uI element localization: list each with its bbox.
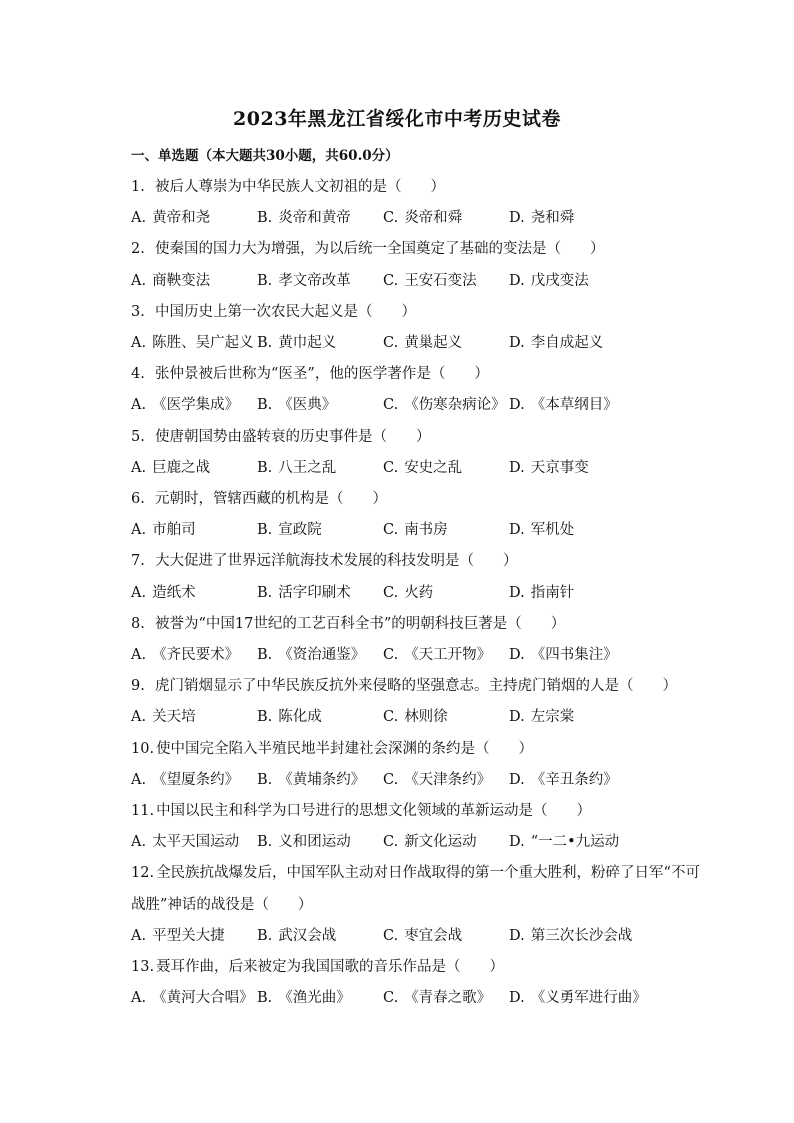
question-item bbox=[131, 671, 691, 733]
question-item bbox=[131, 796, 691, 858]
answer-option-a bbox=[131, 640, 257, 671]
answer-option-d bbox=[509, 390, 635, 421]
answer-option-a bbox=[131, 921, 257, 952]
question-stem bbox=[131, 172, 691, 203]
option-letter: C. bbox=[383, 522, 399, 539]
option-letter: B. bbox=[257, 927, 273, 944]
answer-option-d bbox=[509, 515, 635, 546]
answer-options bbox=[131, 827, 691, 858]
answer-option-d bbox=[509, 203, 635, 234]
question-item bbox=[131, 359, 691, 421]
option-text: 炎帝和舜 bbox=[404, 210, 463, 227]
question-text: 大大促进了世界远洋航海技术发展的科技发明是（ ） bbox=[155, 553, 518, 570]
option-text: 林则徐 bbox=[404, 709, 448, 726]
answer-option-a bbox=[131, 390, 257, 421]
answer-option-b bbox=[257, 453, 383, 484]
section-heading: 一、单选题（本大题共30小题，共60.0分） bbox=[131, 148, 399, 164]
option-letter: D. bbox=[509, 210, 525, 227]
option-text: 黄巢起义 bbox=[404, 335, 463, 352]
answer-options bbox=[131, 203, 691, 234]
question-text: 战胜”神话的战役是（ ） bbox=[131, 896, 313, 913]
option-letter: A. bbox=[131, 990, 147, 1007]
answer-option-b bbox=[257, 203, 383, 234]
question-item bbox=[131, 546, 691, 608]
option-text: 指南针 bbox=[530, 584, 575, 601]
answer-option-c bbox=[383, 453, 509, 484]
option-letter: D. bbox=[509, 522, 525, 539]
question-text: 张仲景被后世称为“医圣”，他的医学著作是（ ） bbox=[155, 366, 489, 383]
answer-option-a bbox=[131, 453, 257, 484]
option-text: 枣宜会战 bbox=[404, 927, 463, 944]
answer-option-d bbox=[509, 921, 635, 952]
question-item bbox=[131, 952, 691, 1014]
option-letter: B. bbox=[257, 709, 273, 726]
question-text: 虎门销烟显示了中华民族反抗外来侵略的坚强意志。主持虎门销烟的人是（ ） bbox=[155, 678, 677, 695]
option-text: 孝文帝改革 bbox=[278, 272, 351, 289]
answer-option-c bbox=[383, 765, 509, 796]
answer-option-b bbox=[257, 921, 383, 952]
question-stem bbox=[131, 234, 691, 265]
answer-option-d bbox=[509, 765, 635, 796]
answer-option-a bbox=[131, 266, 257, 297]
question-number: 4. bbox=[131, 366, 145, 383]
option-letter: B. bbox=[257, 210, 273, 227]
option-text: 炎帝和黄帝 bbox=[278, 210, 351, 227]
answer-option-b bbox=[257, 515, 383, 546]
option-letter: D. bbox=[509, 927, 525, 944]
option-text: 太平天国运动 bbox=[152, 834, 240, 851]
answer-option-c bbox=[383, 578, 509, 609]
answer-options bbox=[131, 921, 691, 952]
option-letter: D. bbox=[509, 459, 525, 476]
question-number: 9. bbox=[131, 678, 145, 695]
question-item bbox=[131, 734, 691, 796]
question-text: 使唐朝国势由盛转衰的历史事件是（ ） bbox=[155, 428, 431, 445]
answer-option-c bbox=[383, 921, 509, 952]
option-letter: D. bbox=[509, 709, 525, 726]
option-letter: A. bbox=[131, 709, 147, 726]
answer-options bbox=[131, 266, 691, 297]
answer-option-a bbox=[131, 328, 257, 359]
answer-option-c bbox=[383, 203, 509, 234]
question-number: 7. bbox=[131, 553, 145, 570]
option-text: 活字印刷术 bbox=[278, 584, 351, 601]
answer-option-c bbox=[383, 827, 509, 858]
question-stem bbox=[131, 858, 700, 889]
answer-option-a bbox=[131, 827, 257, 858]
option-text: 新文化运动 bbox=[404, 834, 477, 851]
option-text: 第三次长沙会战 bbox=[530, 927, 633, 944]
answer-options bbox=[131, 390, 691, 421]
option-text: 王安石变法 bbox=[404, 272, 477, 289]
question-number: 5. bbox=[131, 428, 145, 445]
answer-option-b bbox=[257, 640, 383, 671]
option-text: 《望厦条约》 bbox=[152, 771, 240, 788]
option-letter: C. bbox=[383, 647, 399, 664]
option-letter: D. bbox=[509, 272, 525, 289]
option-letter: C. bbox=[383, 990, 399, 1007]
option-text: 南书房 bbox=[404, 522, 448, 539]
option-text: 平型关大捷 bbox=[152, 927, 225, 944]
question-text: 元朝时，管辖西藏的机构是（ ） bbox=[155, 491, 387, 508]
option-letter: A. bbox=[131, 210, 147, 227]
question-number: 13. bbox=[131, 959, 155, 976]
option-text: 陈化成 bbox=[278, 709, 322, 726]
option-letter: B. bbox=[257, 647, 273, 664]
option-letter: B. bbox=[257, 522, 273, 539]
answer-option-b bbox=[257, 328, 383, 359]
option-letter: A. bbox=[131, 771, 147, 788]
question-text: 全民族抗战爆发后，中国军队主动对日作战取得的第一个重大胜利，粉碎了日军“不可 bbox=[156, 865, 700, 882]
question-number: 10. bbox=[131, 740, 155, 757]
option-letter: D. bbox=[509, 335, 525, 352]
option-text: 《医学集成》 bbox=[152, 397, 240, 414]
option-text: 李自成起义 bbox=[530, 335, 604, 352]
option-letter: A. bbox=[131, 272, 147, 289]
option-letter: A. bbox=[131, 927, 147, 944]
option-letter: D. bbox=[509, 771, 525, 788]
answer-option-a bbox=[131, 765, 257, 796]
answer-option-d bbox=[509, 328, 635, 359]
answer-option-a bbox=[131, 203, 257, 234]
option-text: 《黄河大合唱》 bbox=[152, 990, 254, 1007]
option-text: 陈胜、吴广起义 bbox=[152, 335, 254, 352]
option-text: 左宗棠 bbox=[530, 709, 575, 726]
question-number: 12. bbox=[131, 865, 155, 882]
answer-option-c bbox=[383, 640, 509, 671]
option-text: 戊戌变法 bbox=[530, 272, 589, 289]
answer-option-c bbox=[383, 390, 509, 421]
answer-option-d bbox=[509, 453, 635, 484]
option-letter: D. bbox=[509, 397, 525, 414]
question-text: 被后人尊崇为中华民族人文初祖的是（ ） bbox=[155, 179, 445, 195]
question-text: 中国以民主和科学为口号进行的思想文化领域的革新运动是（ ） bbox=[156, 803, 592, 820]
option-text: 关天培 bbox=[152, 709, 196, 726]
answer-options bbox=[131, 515, 691, 546]
option-letter: A. bbox=[131, 647, 147, 664]
question-number: 11. bbox=[131, 803, 155, 820]
answer-option-d bbox=[509, 578, 635, 609]
option-text: 武汉会战 bbox=[278, 927, 337, 944]
question-number: 8. bbox=[131, 615, 145, 632]
option-letter: B. bbox=[257, 771, 273, 788]
question-stem bbox=[131, 546, 691, 577]
question-stem bbox=[131, 609, 691, 640]
question-stem bbox=[131, 297, 691, 328]
answer-option-c bbox=[383, 515, 509, 546]
question-number: 6. bbox=[131, 491, 145, 508]
option-text: 造纸术 bbox=[152, 584, 196, 601]
question-item bbox=[131, 609, 691, 671]
question-text: 中国历史上第一次农民大起义是（ ） bbox=[155, 303, 416, 320]
question-text: 聂耳作曲，后来被定为我国国歌的音乐作品是（ ） bbox=[156, 959, 505, 976]
option-letter: A. bbox=[131, 335, 147, 352]
answer-options bbox=[131, 328, 691, 359]
question-stem-continued bbox=[131, 890, 691, 921]
option-text: 天京事变 bbox=[530, 459, 589, 476]
answer-option-a bbox=[131, 983, 257, 1014]
option-letter: C. bbox=[383, 459, 399, 476]
option-text: “一二•九运动 bbox=[530, 834, 620, 851]
option-letter: D. bbox=[509, 584, 525, 601]
option-letter: C. bbox=[383, 397, 399, 414]
option-text: 《资治通鉴》 bbox=[278, 647, 366, 664]
answer-option-d bbox=[509, 702, 635, 733]
question-item bbox=[131, 297, 691, 359]
option-text: 《天工开物》 bbox=[404, 647, 492, 664]
question-number: 2. bbox=[131, 241, 145, 258]
option-text: 《天津条约》 bbox=[404, 771, 492, 788]
option-letter: B. bbox=[257, 834, 273, 851]
option-letter: D. bbox=[509, 647, 525, 664]
question-item bbox=[131, 858, 700, 952]
option-letter: A. bbox=[131, 522, 147, 539]
answer-options bbox=[131, 453, 691, 484]
option-letter: C. bbox=[383, 272, 399, 289]
exam-title: 2023年黑龙江省绥化市中考历史试卷 bbox=[233, 108, 561, 130]
option-letter: A. bbox=[131, 459, 147, 476]
answer-option-b bbox=[257, 390, 383, 421]
option-letter: B. bbox=[257, 584, 273, 601]
answer-option-b bbox=[257, 765, 383, 796]
option-letter: C. bbox=[383, 771, 399, 788]
option-letter: B. bbox=[257, 459, 273, 476]
question-item bbox=[131, 234, 691, 296]
option-text: 巨鹿之战 bbox=[152, 459, 211, 476]
option-letter: B. bbox=[257, 990, 273, 1007]
option-letter: A. bbox=[131, 584, 147, 601]
question-stem bbox=[131, 796, 691, 827]
answer-options bbox=[131, 702, 691, 733]
answer-option-c bbox=[383, 702, 509, 733]
question-stem bbox=[131, 952, 691, 983]
answer-option-a bbox=[131, 578, 257, 609]
option-letter: A. bbox=[131, 834, 147, 851]
question-stem bbox=[131, 671, 691, 702]
question-stem bbox=[131, 359, 691, 390]
question-item bbox=[131, 422, 691, 484]
option-letter: C. bbox=[383, 834, 399, 851]
answer-option-d bbox=[509, 983, 647, 1014]
option-text: 《本草纲目》 bbox=[530, 397, 618, 414]
option-text: 尧和舜 bbox=[530, 210, 575, 227]
option-text: 《四书集注》 bbox=[530, 647, 618, 664]
option-text: 《伤寒杂病论》 bbox=[404, 397, 506, 414]
answer-option-d bbox=[509, 827, 635, 858]
option-text: 八王之乱 bbox=[278, 459, 337, 476]
option-text: 义和团运动 bbox=[278, 834, 351, 851]
question-text: 使秦国的国力大为增强，为以后统一全国奠定了基础的变法是（ ） bbox=[155, 241, 605, 258]
question-stem bbox=[131, 484, 691, 515]
question-stem bbox=[131, 734, 691, 765]
answer-option-d bbox=[509, 640, 635, 671]
question-item bbox=[131, 172, 691, 234]
answer-options bbox=[131, 640, 691, 671]
option-text: 《青春之歌》 bbox=[404, 990, 492, 1007]
option-letter: D. bbox=[509, 990, 525, 1007]
answer-option-b bbox=[257, 578, 383, 609]
option-text: 黄巾起义 bbox=[278, 335, 337, 352]
answer-option-b bbox=[257, 266, 383, 297]
answer-option-b bbox=[257, 983, 383, 1014]
option-text: 《辛丑条约》 bbox=[530, 771, 618, 788]
answer-option-d bbox=[509, 266, 635, 297]
question-list bbox=[131, 172, 700, 1014]
option-text: 《医典》 bbox=[278, 397, 337, 414]
option-text: 《齐民要术》 bbox=[152, 647, 240, 664]
option-text: 安史之乱 bbox=[404, 459, 463, 476]
option-text: 市舶司 bbox=[152, 522, 196, 539]
option-text: 商鞅变法 bbox=[152, 272, 211, 289]
question-text: 使中国完全陷入半殖民地半封建社会深渊的条约是（ ） bbox=[156, 740, 534, 757]
question-number: 1. bbox=[131, 179, 145, 195]
option-letter: C. bbox=[383, 927, 399, 944]
answer-option-c bbox=[383, 983, 509, 1014]
option-letter: B. bbox=[257, 272, 273, 289]
option-text: 《渔光曲》 bbox=[278, 990, 351, 1007]
option-letter: C. bbox=[383, 210, 399, 227]
option-letter: C. bbox=[383, 709, 399, 726]
option-letter: C. bbox=[383, 584, 399, 601]
option-text: 《义勇军进行曲》 bbox=[530, 990, 647, 1007]
option-letter: B. bbox=[257, 335, 273, 352]
answer-option-a bbox=[131, 702, 257, 733]
option-letter: B. bbox=[257, 397, 273, 414]
option-text: 宣政院 bbox=[278, 522, 322, 539]
question-number: 3. bbox=[131, 303, 145, 320]
answer-option-c bbox=[383, 328, 509, 359]
question-text: 被誉为“中国17世纪的工艺百科全书”的明朝科技巨著是（ ） bbox=[155, 615, 566, 632]
option-text: 《黄埔条约》 bbox=[278, 771, 366, 788]
answer-option-b bbox=[257, 702, 383, 733]
answer-options bbox=[131, 578, 691, 609]
option-letter: C. bbox=[383, 335, 399, 352]
option-text: 军机处 bbox=[530, 522, 575, 539]
answer-option-a bbox=[131, 515, 257, 546]
answer-option-b bbox=[257, 827, 383, 858]
answer-option-c bbox=[383, 266, 509, 297]
question-item bbox=[131, 484, 691, 546]
answer-options bbox=[131, 983, 691, 1014]
question-stem bbox=[131, 422, 691, 453]
option-letter: D. bbox=[509, 834, 525, 851]
option-letter: A. bbox=[131, 397, 147, 414]
option-text: 火药 bbox=[404, 584, 434, 601]
answer-options bbox=[131, 765, 691, 796]
option-text: 黄帝和尧 bbox=[152, 210, 211, 227]
